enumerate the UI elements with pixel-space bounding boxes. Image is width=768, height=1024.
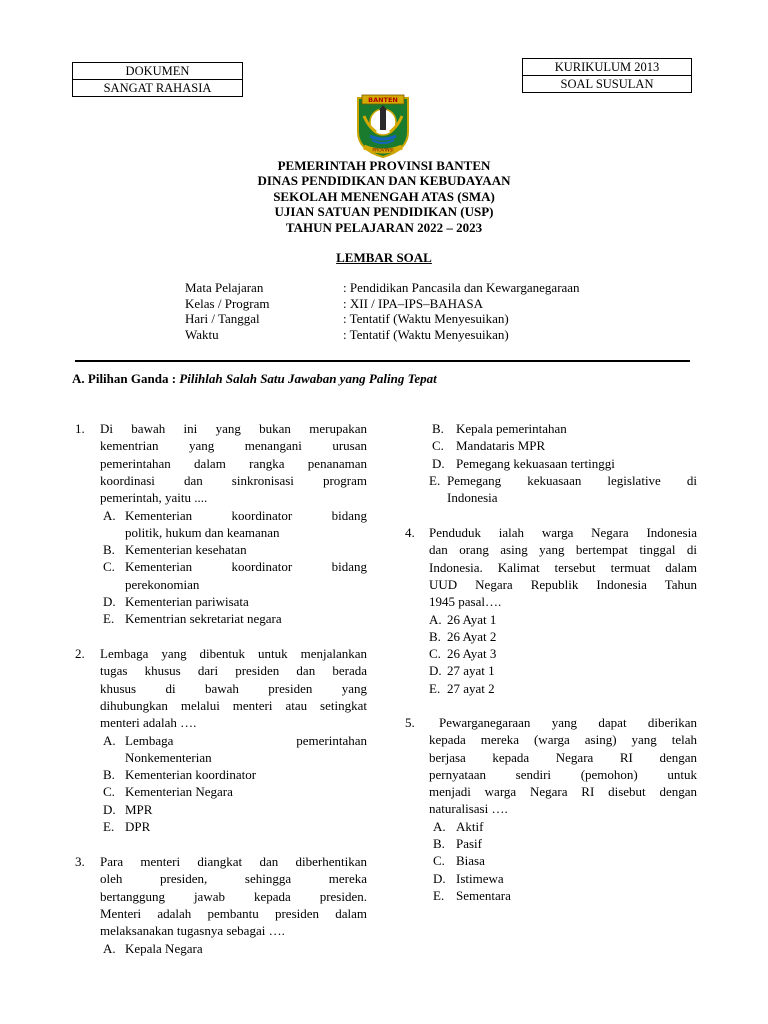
option-label: D. xyxy=(103,594,116,609)
question-line: melaksanakan tugasnya sebagai …. xyxy=(100,923,285,939)
section-instruction: Pilihlah Salah Satu Jawaban yang Paling Tepat xyxy=(179,371,437,386)
question-number: 4. xyxy=(405,525,415,540)
option-label: E. xyxy=(429,473,441,488)
question-text xyxy=(100,853,367,939)
option-text: Indonesia xyxy=(447,490,498,506)
question-line: dihubungkan melalui menteri atau setingkat xyxy=(100,697,367,713)
question-line: bertanggung jawab kepada presiden. xyxy=(100,888,367,904)
option-label: D. xyxy=(103,801,116,817)
option-label: C. xyxy=(103,559,115,575)
option-label: B. xyxy=(103,542,115,557)
question-line: Menteri adalah pembantu presiden dalam xyxy=(100,905,367,921)
confidentiality-label: SANGAT RAHASIA xyxy=(73,79,242,96)
option-text: 26 Ayat 1 xyxy=(447,611,497,627)
option-text: Lembaga pemerintahan xyxy=(125,732,367,748)
question-1 xyxy=(75,420,367,630)
option-text: Kementerian Negara xyxy=(125,784,233,800)
question-line: berjasa kepada Negara RI dengan xyxy=(429,749,697,765)
option-text: Kementerian koordinator xyxy=(125,767,257,782)
question-5 xyxy=(405,714,697,914)
info-value: : XII / IPA–IPS–BAHASA xyxy=(343,295,484,311)
divider xyxy=(75,360,690,362)
heading-department: DINAS PENDIDIKAN DAN KEBUDAYAAN xyxy=(257,173,511,189)
option-text: perekonomian xyxy=(125,576,200,592)
sheet-title: LEMBAR SOAL xyxy=(336,250,432,265)
question-line: pernyataan sendiri (pemohon) untuk xyxy=(429,766,697,782)
option-text: Kementerian kesehatan xyxy=(125,542,247,557)
exam-type-label: SOAL SUSULAN xyxy=(523,75,691,92)
question-line: Indonesia. Kalimat tersebut termuat dalam xyxy=(429,559,697,575)
option-label: B. xyxy=(103,767,115,782)
option-text: Kementerian koordinator bidang xyxy=(125,507,367,523)
option-label: A. xyxy=(103,940,116,956)
option-text: Kepala Negara xyxy=(125,940,203,956)
question-line: pemerintah, yaitu .... xyxy=(100,490,208,506)
option-label: A. xyxy=(103,732,116,748)
curriculum-label: KURIKULUM 2013 xyxy=(554,60,660,74)
question-line: naturalisasi …. xyxy=(429,801,508,817)
option-text: 26 Ayat 3 xyxy=(447,646,497,661)
option-text: Kementerian koordinator bidang xyxy=(125,559,367,575)
info-value: : Pendidikan Pancasila dan Kewarganegaraan xyxy=(343,280,580,295)
option-text: DPR xyxy=(125,819,151,834)
heading-government: PEMERINTAH PROVINSI BANTEN xyxy=(277,158,491,173)
option-text: 26 Ayat 2 xyxy=(447,628,497,644)
option-label: A. xyxy=(429,611,442,627)
section-label: A. Pilihan Ganda : xyxy=(72,371,180,386)
question-number: 1. xyxy=(75,421,85,436)
document-classification-box xyxy=(72,62,243,97)
question-3 xyxy=(75,853,367,963)
option-label: B. xyxy=(432,421,444,436)
option-label: C. xyxy=(433,853,445,869)
question-3-continued xyxy=(429,420,697,512)
curriculum-box xyxy=(522,58,692,93)
logo-top-text: BANTEN xyxy=(368,96,398,105)
option-text: MPR xyxy=(125,801,153,817)
question-line: dan orang asing yang bertempat tinggal di xyxy=(429,542,697,558)
question-line: Lembaga yang dibentuk untuk menjalankan xyxy=(100,646,367,661)
option-label: D. xyxy=(433,870,446,886)
option-label: D. xyxy=(432,455,445,471)
option-text: 27 ayat 1 xyxy=(447,663,495,679)
option-text: Pemegang kekuasaan legislative di xyxy=(447,473,697,488)
question-line: kepada mereka (warga asing) yang telah xyxy=(429,732,697,748)
option-text: Istimewa xyxy=(456,870,504,886)
option-text: 27 ayat 2 xyxy=(447,680,495,696)
question-line: tugas khusus dari presiden dan berada xyxy=(100,663,367,679)
option-text: Nonkementerian xyxy=(125,749,212,765)
option-text: politik, hukum dan keamanan xyxy=(125,524,280,540)
option-label: A. xyxy=(433,818,446,834)
institution-headings xyxy=(0,158,768,235)
option-text: Pemegang kekuasaan tertinggi xyxy=(456,455,615,471)
info-label: Hari / Tanggal xyxy=(185,311,260,327)
question-number: 3. xyxy=(75,854,85,869)
heading-school: SEKOLAH MENENGAH ATAS (SMA) xyxy=(273,188,495,204)
question-line: Pewarganegaraan yang dapat diberikan xyxy=(439,715,697,730)
option-text: Mandataris MPR xyxy=(456,438,546,454)
option-text: Kementerian pariwisata xyxy=(125,594,249,609)
option-label: B. xyxy=(429,628,441,644)
question-line: Para menteri diangkat dan diberhentikan xyxy=(100,854,367,869)
option-text: Kementrian sekretariat negara xyxy=(125,611,282,627)
logo-bottom-text: PROVINSI xyxy=(372,148,394,154)
question-text xyxy=(100,645,367,731)
question-line: Penduduk ialah warga Negara Indonesia xyxy=(429,525,697,540)
option-label: A. xyxy=(103,507,116,523)
info-label: Waktu xyxy=(185,326,219,342)
option-text: Biasa xyxy=(456,853,485,869)
info-value: : Tentatif (Waktu Menyesuikan) xyxy=(343,311,509,327)
option-text: Pasif xyxy=(456,836,482,851)
option-label: C. xyxy=(432,438,444,454)
option-label: E. xyxy=(103,611,115,627)
option-label: E. xyxy=(433,888,445,903)
question-number: 2. xyxy=(75,646,85,661)
question-text xyxy=(100,420,367,506)
question-line: menjadi warga Negara RI disebut dengan xyxy=(429,784,697,800)
section-heading xyxy=(72,371,437,387)
heading-exam: UJIAN SATUAN PENDIDIKAN (USP) xyxy=(274,204,494,220)
info-label: Kelas / Program xyxy=(185,295,270,311)
heading-academic-year: TAHUN PELAJARAN 2022 – 2023 xyxy=(285,219,483,235)
question-4 xyxy=(405,524,697,704)
option-label: C. xyxy=(103,784,115,800)
question-text xyxy=(429,714,697,818)
option-label: C. xyxy=(429,646,441,661)
option-text: Aktif xyxy=(456,818,484,834)
question-line: 1945 pasal…. xyxy=(429,594,502,610)
question-2 xyxy=(75,645,367,840)
option-label: D. xyxy=(429,663,442,679)
option-label: E. xyxy=(103,819,115,834)
question-line: Di bawah ini yang bukan merupakan xyxy=(100,421,367,436)
question-line: kementrian yang menangani urusan xyxy=(100,438,367,454)
question-number: 5. xyxy=(405,715,415,730)
question-line: menteri adalah …. xyxy=(100,715,197,731)
question-line: UUD Negara Republik Indonesia Tahun xyxy=(429,576,697,592)
banten-emblem-logo xyxy=(354,92,412,158)
option-label: E. xyxy=(429,680,441,696)
question-text xyxy=(429,524,697,610)
question-line: koordinasi dan sinkronisasi program xyxy=(100,472,367,488)
question-line: khusus di bawah presiden yang xyxy=(100,680,367,696)
option-text: Sementara xyxy=(456,888,511,903)
question-line: oleh presiden, sehingga mereka xyxy=(100,871,367,887)
option-text: Kepala pemerintahan xyxy=(456,421,567,436)
info-label: Mata Pelajaran xyxy=(185,280,264,295)
document-label: DOKUMEN xyxy=(125,64,190,78)
info-value: : Tentatif (Waktu Menyesuikan) xyxy=(343,326,509,342)
question-line: pemerintahan dalam rangka penanaman xyxy=(100,455,367,471)
option-label: B. xyxy=(433,836,445,851)
